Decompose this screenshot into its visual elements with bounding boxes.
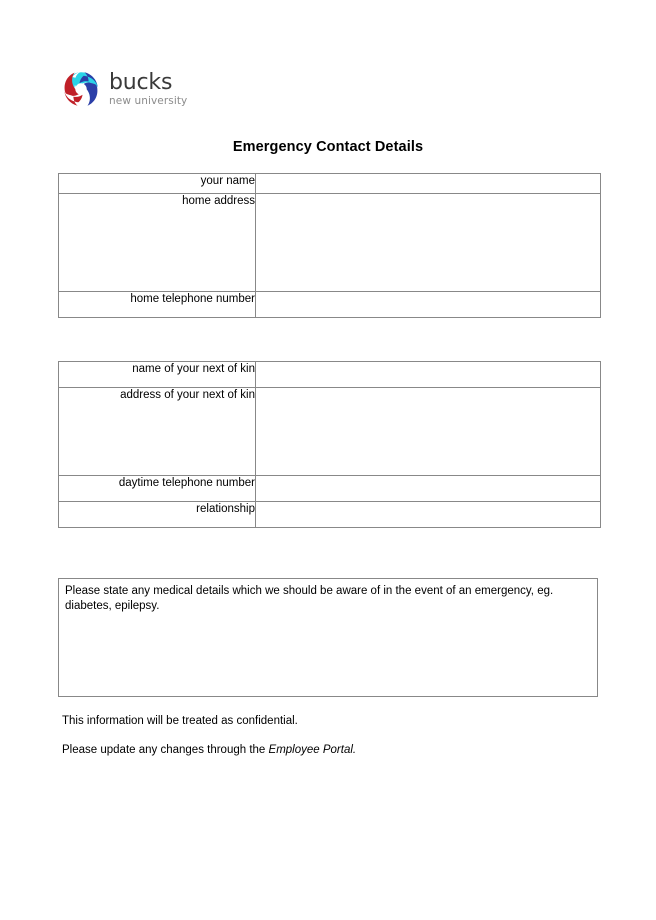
field-kin-name[interactable] bbox=[256, 362, 601, 388]
personal-details-table bbox=[58, 173, 601, 318]
table-row bbox=[59, 362, 601, 388]
table-row bbox=[59, 388, 601, 476]
label-home-telephone-number: home telephone number bbox=[59, 292, 256, 318]
update-note-prefix: Please update any changes through the bbox=[62, 744, 269, 756]
field-home-address[interactable] bbox=[256, 194, 601, 292]
table-row bbox=[59, 174, 601, 194]
medical-details-box[interactable] bbox=[58, 578, 598, 697]
brand-logo-text bbox=[109, 69, 188, 107]
confidentiality-note: This information will be treated as confidential. bbox=[62, 715, 298, 727]
label-home-address: home address bbox=[59, 194, 256, 292]
update-note bbox=[62, 743, 356, 758]
table-row bbox=[59, 292, 601, 318]
label-kin-name: name of your next of kin bbox=[59, 362, 256, 388]
next-of-kin-table bbox=[58, 361, 601, 528]
label-kin-address: address of your next of kin bbox=[59, 388, 256, 476]
brand-logo bbox=[62, 70, 187, 108]
brand-sub: new university bbox=[109, 94, 188, 107]
label-your-name: your name bbox=[59, 174, 256, 194]
field-home-telephone-number[interactable] bbox=[256, 292, 601, 318]
label-daytime-telephone-number: daytime telephone number bbox=[59, 476, 256, 502]
medical-details-prompt: Please state any medical details which we should be aware of in the event of an emergency, eg. diabetes, epilepsy. bbox=[65, 585, 554, 612]
table-row bbox=[59, 502, 601, 528]
field-your-name[interactable] bbox=[256, 174, 601, 194]
page-title: Emergency Contact Details bbox=[232, 139, 424, 155]
bucks-swirl-logo-icon bbox=[62, 70, 100, 108]
field-daytime-telephone-number[interactable] bbox=[256, 476, 601, 502]
field-kin-address[interactable] bbox=[256, 388, 601, 476]
table-row bbox=[59, 476, 601, 502]
brand-word: bucks bbox=[109, 69, 173, 95]
table-row bbox=[59, 194, 601, 292]
employee-portal-emphasis: Employee Portal. bbox=[268, 744, 357, 756]
label-relationship: relationship bbox=[59, 502, 256, 528]
field-relationship[interactable] bbox=[256, 502, 601, 528]
